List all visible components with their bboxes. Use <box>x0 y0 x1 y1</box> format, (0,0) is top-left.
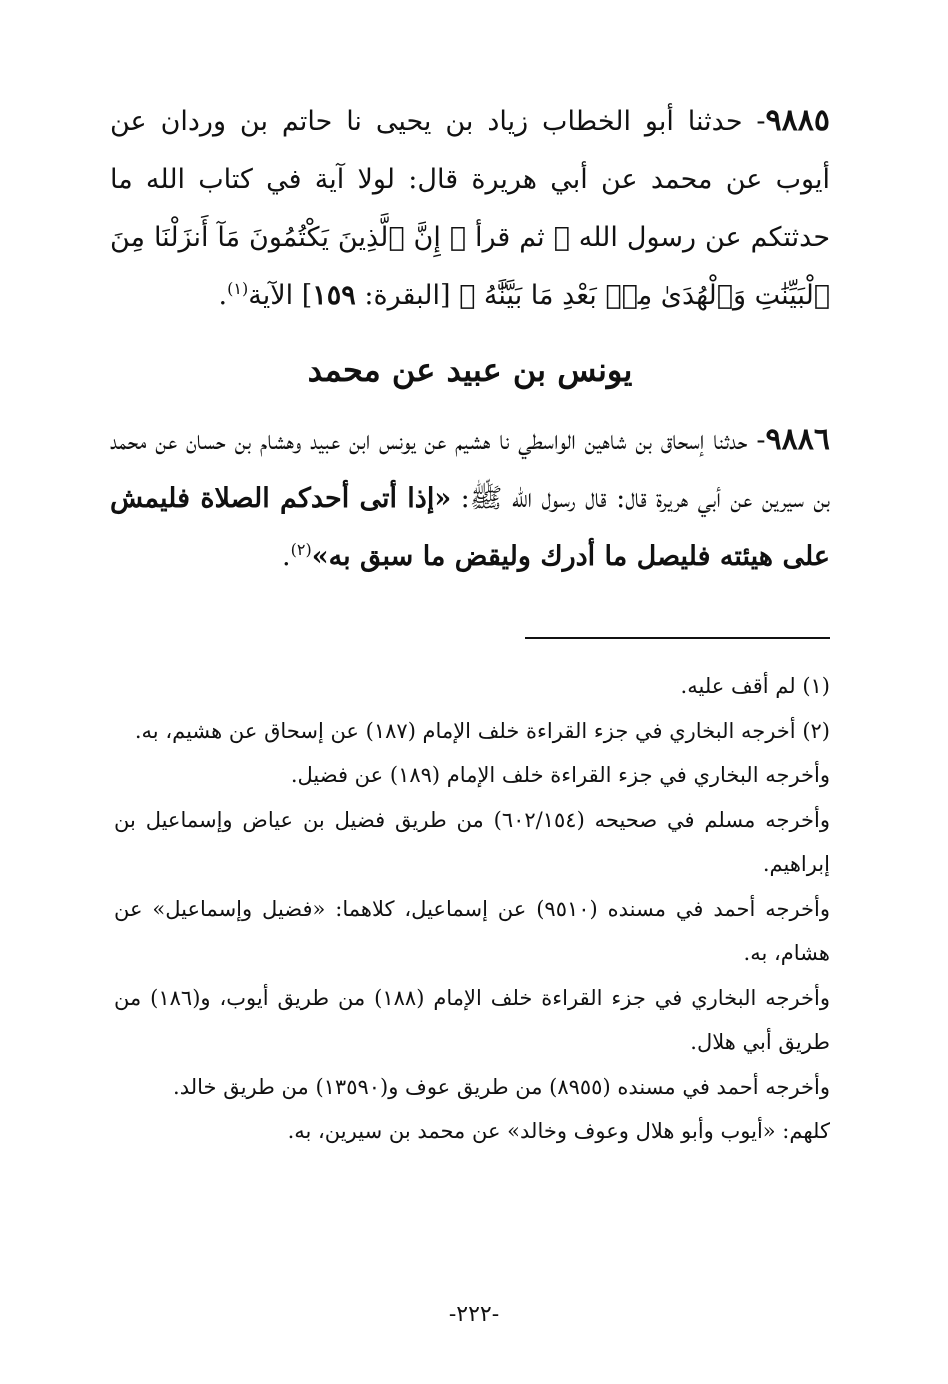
hadith-9886 <box>110 411 830 586</box>
quran-reference-number: ١٥٩ <box>312 280 356 311</box>
quran-reference-open: [البقرة: <box>355 280 460 311</box>
footnote-line: وأخرجه البخاري في جزء القراءة خلف الإمام (١٨٨) من طريق أيوب، و(١٨٦) من طريق أبي هلال. <box>114 985 831 1054</box>
footnote-label: (٢) <box>802 718 830 743</box>
footnote-text: لم أقف عليه. <box>680 674 803 698</box>
quran-verse: ﴿ إِنَّ ٱلَّذِينَ يَكْتُمُونَ مَآ أَنزَلْنَا مِنَ ٱلْبَيِّنَٰتِ وَٱلْهُدَىٰ مِنۢ بَعْدِ مَا بَيَّنَّٰهُ ﴾ <box>110 222 830 311</box>
footnote-marker: (١) <box>227 279 249 298</box>
footnote-1 <box>114 664 830 709</box>
main-text <box>110 92 830 586</box>
footnote-separator <box>525 637 830 639</box>
hadith-9885 <box>110 92 830 325</box>
page-number: -٢٢٢- <box>448 1302 500 1327</box>
section-heading: يونس بن عبيد عن محمد <box>307 351 633 389</box>
footnote-line: وأخرجه مسلم في صحيحه (٦٠٢/١٥٤) من طريق فضيل بن عياض وإسماعيل بن إبراهيم. <box>114 807 830 876</box>
hadith-number: ٩٨٨٥ <box>765 103 830 138</box>
quran-reference-close: ] الآية <box>248 280 313 311</box>
hadith-number: ٩٨٨٦ <box>765 422 830 457</box>
hadith-end: . <box>282 541 291 572</box>
footnote-label: (١) <box>802 674 830 698</box>
hadith-text: - حدثنا أبو الخطاب زياد بن يحيى نا حاتم بن وردان عن أيوب عن محمد عن أبي هريرة قال: لولا آية في كتاب الله ما حدثتكم عن رسول الله ﷺ ثم قرأ <box>110 106 831 253</box>
hadith-end: . <box>218 280 228 311</box>
footnote-line: وأخرجه أحمد في مسنده (٩٥١٠) عن إسماعيل، كلاهما: «فضيل وإسماعيل» عن هشام، به. <box>114 896 830 965</box>
footnote-text: أخرجه البخاري في جزء القراءة خلف الإمام (١٨٧) عن إسحاق عن هشيم، به. <box>134 718 803 743</box>
footnote-line: وأخرجه أحمد في مسنده (٨٩٥٥) من طريق عوف و(١٣٥٩٠) من طريق خالد. <box>173 1074 830 1099</box>
footnote-marker: (٢) <box>290 540 312 559</box>
hadith-matn: «إذا أتى أحدكم الصلاة فليمش على هيئته فليصل ما أدرك وليقض ما سبق به» <box>110 483 830 572</box>
footnotes <box>114 664 830 1154</box>
footnote-2 <box>114 709 830 754</box>
hadith-text: - حدثنا إسحاق بن شاهين الواسطي نا هشيم عن يونس ابن عبيد وهشام بن حسان عن محمد بن سيرين عن أبي هريرة قال: قال رسول الله ﷺ: <box>110 425 830 514</box>
footnote-line: كلهم: «أيوب وأبو هلال وعوف وخالد» عن محمد بن سيرين، به. <box>287 1119 830 1143</box>
footnote-line: وأخرجه البخاري في جزء القراءة خلف الإمام (١٨٩) عن فضيل. <box>290 763 830 787</box>
